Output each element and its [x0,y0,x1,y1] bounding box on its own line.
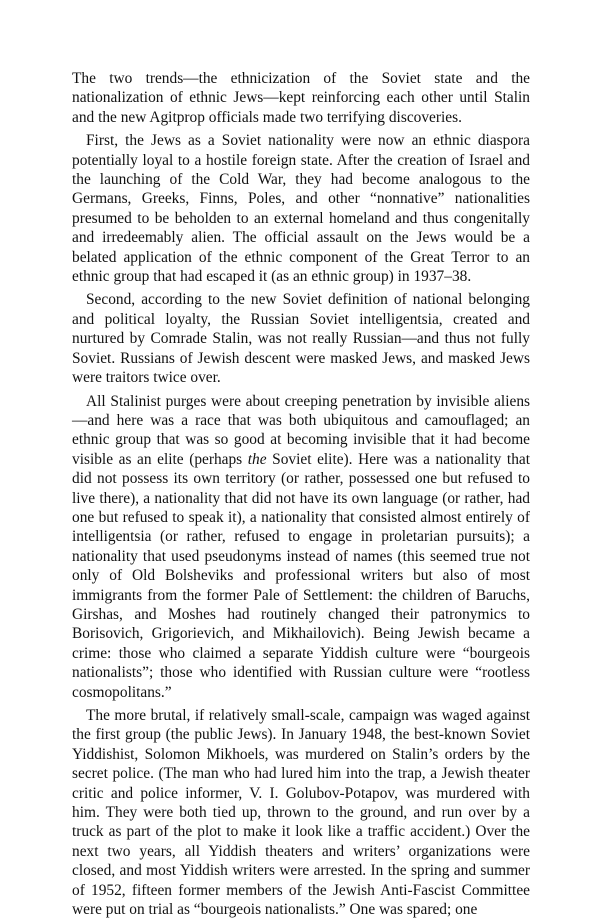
paragraph-first-discovery: First, the Jews as a Soviet nationality were now an ethnic diaspora potentially loyal to a hostile foreign state. After the creation of Israel and the launching of the Cold War, they had become analogous to the Germans, Greeks, Finns, Poles, and other “nonnative” nationalities presumed to be beholden to an external homeland and thus congenitally and irredeemably alien. The official assault on the Jews would be a belated application of the ethnic component of the Great Terror to an ethnic group that had escaped it (as an ethnic group) in 1937–38. [72,132,530,286]
paragraph-campaign: The more brutal, if relatively small-scale, campaign was waged against the first group (the public Jews). In January 1948, the best-known Soviet Yiddishist, Solomon Mikhoels, was murdered on Stalin’s orders by the secret police. (The man who had lured him into the trap, a Jewish theater critic and police informer, V. I. Golubov-Potapov, was murdered with him. They were both tied up, thrown to the ground, and run over by a truck as part of the plot to make it look like a traffic accident.) Over the next two years, all Yiddish theaters and writers’ organizations were closed, and most Yiddish writers were arrested. In the spring and summer of 1952, fifteen former members of the Jewish Anti-Fascist Committee were put on trial as “bourgeois nationalists.” One was spared; one [72,707,530,919]
paragraph-two-trends: The two trends—the ethnicization of the Soviet state and the nationalization of ethnic Jews—kept reinforcing each other until Stalin and the new Agitprop officials made two terrifying discoveries. [72,70,530,126]
book-page [72,69,530,919]
paragraph-text-after-emphasis: Soviet elite). Here was a nationality that did not possess its own territory (or rather, possessed one but refused to live there), a nationality that did not have its own language (or rather, had one but refused to speak it), a nationality that consisted almost entirely of intelligentsia (or rather, refused to engage in proletarian pursuits); a nationality that used pseudonyms instead of names (this seemed true not only of Old Bolsheviks and professional writers but also of most immigrants from the former Pale of Settlement: the children of Baruchs, Girshas, and Moshes had routinely changed their patronymics to Borisovich, Grigorievich, and Mikhailovich). Being Jewish became a crime: those who claimed a separate Yiddish culture were “bourgeois nationalists”; those who identified with Russian culture were “rootless cosmopolitans.” [72,450,530,701]
emphasized-word: the [247,450,267,468]
paragraph-second-discovery: Second, according to the new Soviet definition of national belonging and political loyalty, the Russian Soviet intelligentsia, created and nurtured by Comrade Stalin, was not really Russian—and thus not fully Soviet. Russians of Jewish descent were masked Jews, and masked Jews were traitors twice over. [72,291,530,387]
paragraph-stalinist-purges [72,392,530,703]
paragraph-text-before-emphasis: All Stalinist purges were about creeping penetration by invisible aliens—and here was a race that was both ubiquitous and camouflaged; an ethnic group that was so good at becoming invisible that it had become visible as an elite (perhaps [72,392,530,468]
